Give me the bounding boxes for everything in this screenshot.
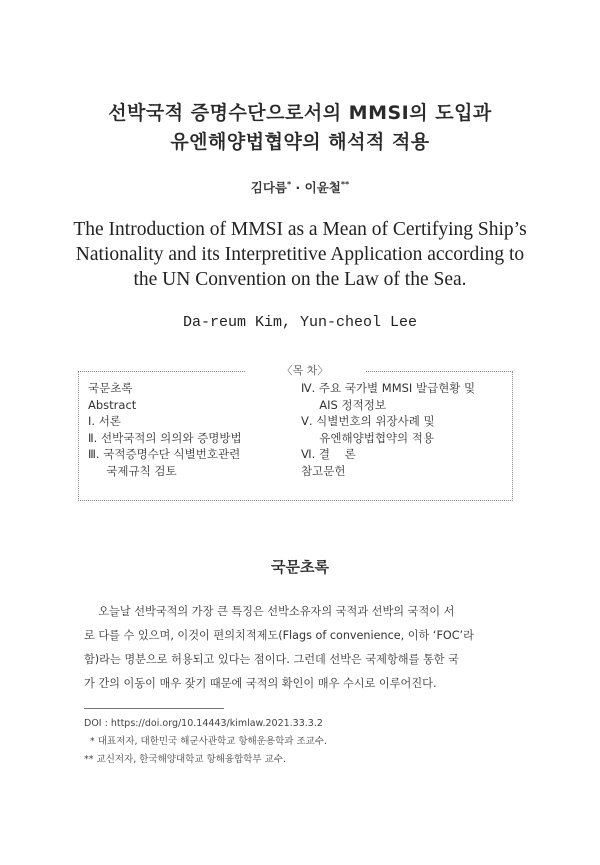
toc-item: 참고문헌 <box>301 463 346 478</box>
toc-left-column <box>88 380 242 479</box>
english-title-line-2: Nationality and its Interpretitive Application according to <box>75 244 525 265</box>
english-authors: Da-reum Kim, Yun-cheol Lee <box>182 314 418 331</box>
footnote-divider <box>84 708 224 709</box>
abstract-line: 로 다를 수 있으며, 이것이 편의치적제도(Flags of convenience, 이하 ‘FOC’라 <box>84 629 474 642</box>
abstract-line: 오늘날 선박국적의 가장 큰 특징은 선박소유자의 국적과 선박의 국적이 서 <box>84 605 455 618</box>
author-2-name: 이윤철 <box>304 180 341 195</box>
toc-item: 국문초록 <box>88 381 133 395</box>
abstract-heading: 국문초록 <box>271 558 329 576</box>
table-of-contents-header: 〈목 차〉 <box>245 362 365 380</box>
toc-item: AIS 정적정보 <box>301 397 386 412</box>
abstract-line: 함)라는 명분으로 허용되고 있다는 점이다. 그런데 선박은 국제항해를 통한 국 <box>84 653 459 666</box>
author-2-mark: ** <box>340 179 350 189</box>
english-title-line-1: The Introduction of MMSI as a Mean of Certifying Ship’s <box>73 219 527 240</box>
korean-title-line-1: 선박국적 증명수단으로서의 MMSI의 도입과 <box>108 102 492 124</box>
abstract-line: 가 간의 이동이 매우 잦기 때문에 국적의 확인이 매우 수시로 이루어진다. <box>84 677 437 690</box>
korean-authors <box>0 178 600 196</box>
author-1-name: 김다름 <box>250 180 287 195</box>
toc-item: Ⅳ. 주요 국가별 MMSI 발급현황 및 <box>301 381 476 395</box>
toc-item: Ⅲ. 국적증명수단 식별번호관련 <box>88 447 241 461</box>
toc-item: Ⅴ. 식별번호의 위장사례 및 <box>301 414 435 428</box>
author-1-mark: * <box>286 179 292 189</box>
doi-link[interactable]: DOI : https://doi.org/10.14443/kimlaw.2021.33.3.2 <box>84 718 323 729</box>
toc-item: Ⅰ. 서론 <box>88 414 121 428</box>
toc-item: Ⅱ. 선박국적의 의의와 증명방법 <box>88 430 242 445</box>
toc-item: 유엔해양법협약의 적용 <box>301 430 435 445</box>
toc-item: 국제규칙 검토 <box>88 463 177 478</box>
toc-item: Ⅵ. 결 론 <box>301 447 356 461</box>
footnote-1: * 대표저자, 대한민국 해군사관학교 항해운용학과 조교수. <box>84 736 327 747</box>
author-separator: · <box>291 180 305 195</box>
footnotes <box>84 715 327 769</box>
toc-right-column <box>301 380 475 479</box>
footnote-2: ** 교신저자, 한국해양대학교 항해융합학부 교수. <box>84 754 286 765</box>
toc-item: Abstract <box>88 397 137 412</box>
abstract-body <box>84 600 514 696</box>
korean-title-line-2: 유엔해양법협약의 해석적 적용 <box>170 131 430 153</box>
english-title-line-3: the UN Convention on the Law of the Sea. <box>133 269 467 290</box>
